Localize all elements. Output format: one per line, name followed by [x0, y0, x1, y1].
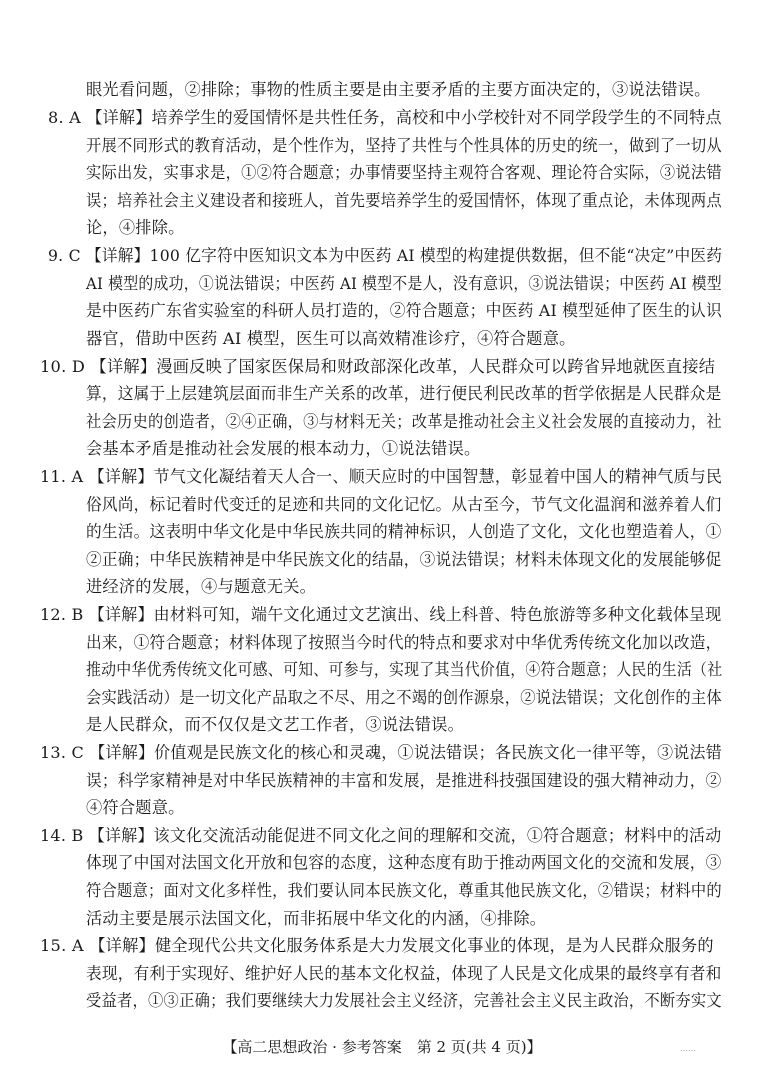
text-line: 社会历史的创造者，②④正确，③与材料无关；改革是推动社会主义社会发展的直接动力，社: [86, 412, 722, 431]
item-13-line: 13. C 【详解】价值观是民族文化的核心和灵魂，①说法错误；各民族文化一律平等，③说法错: [40, 743, 722, 762]
text-line: 进经济的发展，④与题意无关。: [86, 577, 317, 596]
text-line: 眼光看问题，②排除；事物的性质主要是由主要矛盾的主要方面决定的，③说法错误。: [86, 80, 711, 99]
corner-mark: ……: [680, 1044, 696, 1053]
text-line: AI 模型的成功，①说法错误；中医药 AI 模型不是人，没有意识，③说法错误；中医药 AI 模型: [86, 274, 722, 293]
item-14-line: 14. B 【详解】该文化交流活动能促进不同文化之间的理解和交流，①符合题意；材料中的活动: [40, 826, 722, 845]
item-15-line: 15. A 【详解】健全现代公共文化服务体系是大力发展文化事业的体现，是为人民群众服务的: [40, 936, 714, 955]
item-11-line: 11. A 【详解】节气文化凝结着天人合一、顺天应时的中国智慧，彰显着中国人的精神气质与民: [40, 467, 723, 486]
text-line: 体现了中国对法国文化开放和包容的态度，这种态度有助于推动两国文化的交流和发展，③: [86, 853, 722, 872]
text-line: 活动主要是展示法国文化，而非拓展中华文化的内涵，④排除。: [86, 909, 547, 928]
text-line: 是人民群众，而不仅仅是文艺工作者，③说法错误。: [86, 715, 465, 734]
text-line: 算，这属于上层建筑层面而非生产关系的改革，进行便民利民改革的哲学依据是人民群众是: [86, 384, 722, 403]
text-line: 俗风尚，标记着时代变迁的足迹和共同的文化记忆。从古至今，节气文化温润和滋养着人们: [86, 495, 722, 514]
page-footer: 【高二思想政治 · 参考答案 第 2 页(共 4 页)】: [222, 1038, 542, 1056]
text-line: 器官，借助中医药 AI 模型，医生可以高效精准诊疗，④符合题意。: [86, 329, 576, 348]
item-9-line: 9. C 【详解】100 亿字符中医知识文本为中医药 AI 模型的构建提供数据，但不能“决定”中医药: [48, 246, 723, 265]
text-line: 会基本矛盾是推动社会发展的根本动力，①说法错误。: [86, 439, 481, 458]
text-line: 是中医药广东省实验室的科研人员打造的，②符合题意；中医药 AI 模型延伸了医生的认识: [86, 301, 722, 320]
text-line: 开展不同形式的教育活动，是个性作为，坚持了共性与个性具体的历史的统一，做到了一切从: [86, 136, 722, 155]
text-line: 误；科学家精神是对中华民族精神的丰富和发展，是推进科技强国建设的强大精神动力，②: [86, 771, 722, 790]
text-line: 会实践活动）是一切文化产品取之不尽、用之不竭的创作源泉，②说法错误；文化创作的主体: [86, 688, 722, 707]
text-line: 受益者，①③正确；我们要继续大力发展社会主义经济，完善社会主义民主政治，不断夯实文: [86, 991, 722, 1010]
text-line: 误；培养社会主义建设者和接班人，首先要培养学生的爱国情怀，体现了重点论，未体现两点: [86, 191, 722, 210]
text-line: 表现，有利于实现好、维护好人民的基本文化权益，体现了人民是文化成果的最终享有者和: [86, 964, 722, 983]
item-10-line: 10. D 【详解】漫画反映了国家医保局和财政部深化改革，人民群众可以跨省异地就医直接结: [40, 357, 716, 376]
text-line: ④符合题意。: [86, 798, 185, 817]
text-line: 论，④排除。: [86, 218, 185, 237]
text-line: 推动中华优秀传统文化可感、可知、可参与，实现了其当代价值，④符合题意；人民的生活（社: [86, 660, 723, 679]
text-line: 符合题意；面对文化多样性，我们要认同本民族文化，尊重其他民族文化，②错误；材料中的: [86, 881, 722, 900]
text-line: ②正确；中华民族精神是中华民族文化的结晶，③说法错误；材料未体现文化的发展能够促: [86, 550, 722, 569]
text-line: 的生活。这表明中华文化是中华民族共同的精神标识，人创造了文化，文化也塑造着人，①: [86, 522, 722, 541]
text-line: 出来，①符合题意；材料体现了按照当今时代的特点和要求对中华优秀传统文化加以改造，: [86, 633, 722, 652]
item-8-line: 8. A 【详解】培养学生的爱国情怀是共性任务，高校和中小学校针对不同学段学生的不同特点: [48, 108, 722, 127]
item-12-line: 12. B 【详解】由材料可知，端午文化通过文艺演出、线上科普、特色旅游等多种文化载体呈现: [40, 605, 722, 624]
text-line: 实际出发，实事求是，①②符合题意；办事情要坚持主观符合客观、理论符合实际，③说法错: [86, 163, 722, 182]
